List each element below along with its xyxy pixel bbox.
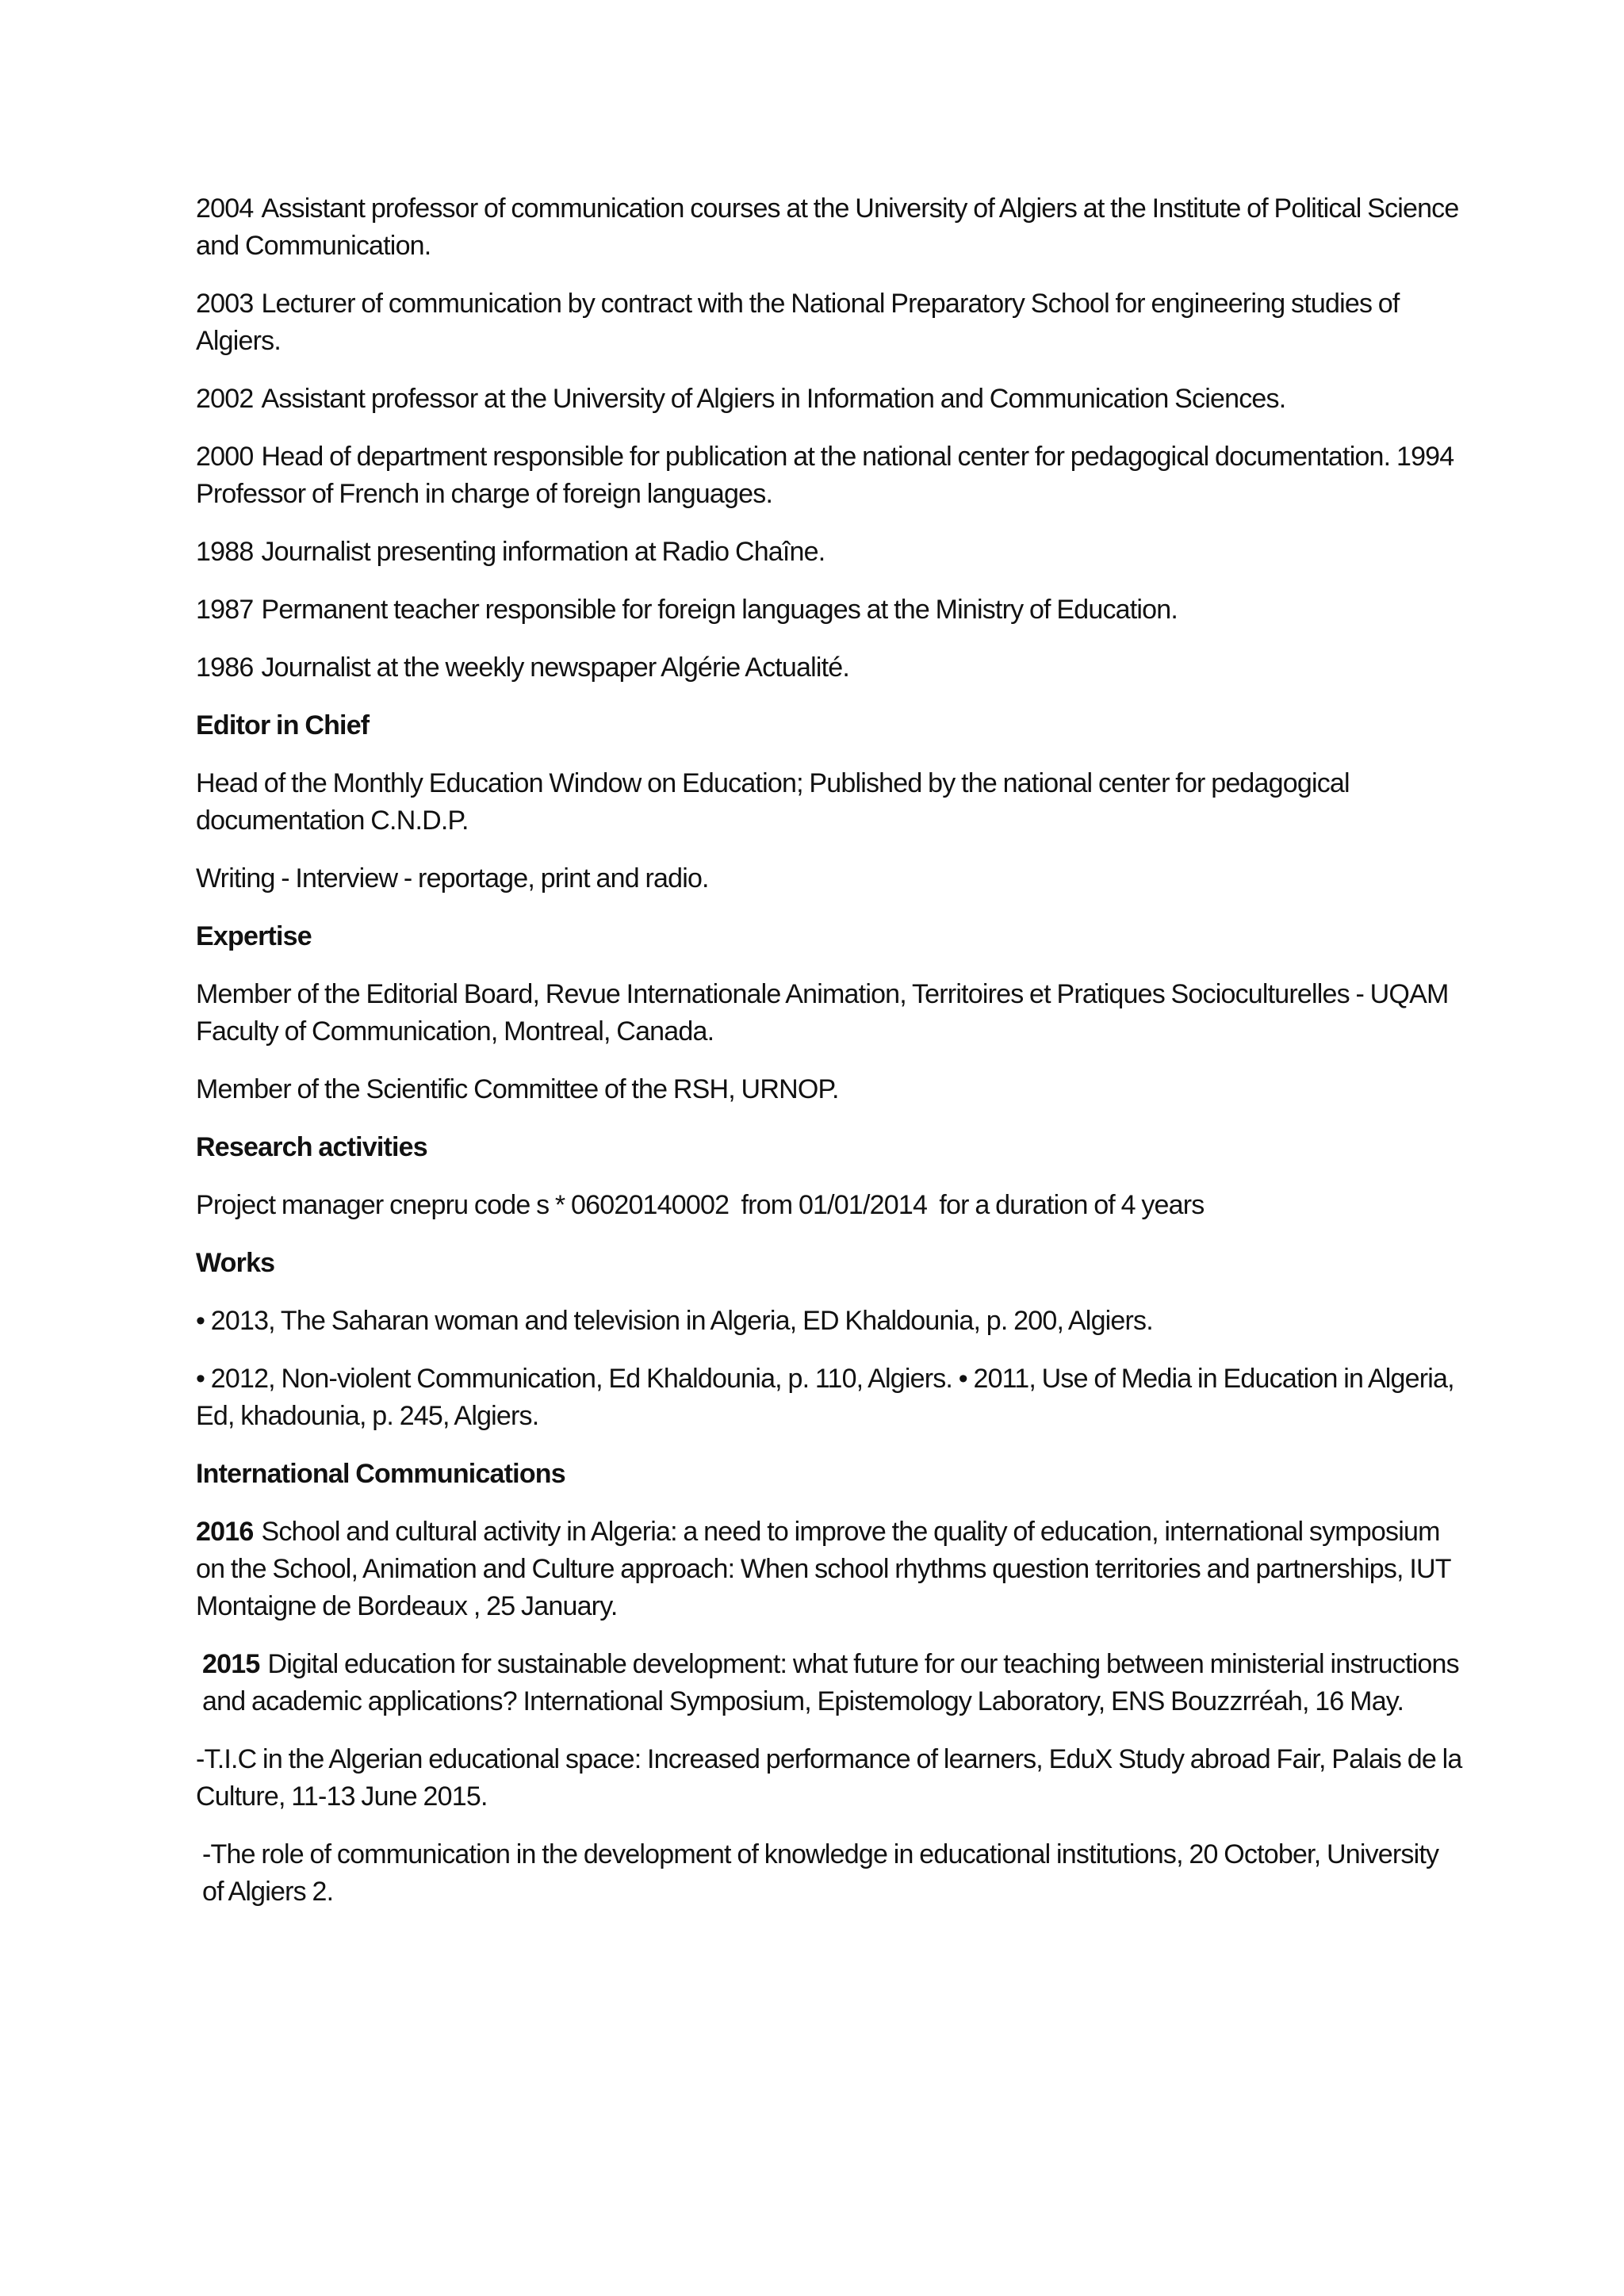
career-entry-2000 (196, 438, 1465, 513)
career-text: Assistant professor of communication courses at the University of Algiers at the Institute of Political Science and Communication. (196, 193, 1459, 261)
career-entry-1987 (196, 591, 1465, 629)
international-text: School and cultural activity in Algeria: a need to improve the quality of education, international symposium on the School, Animation and Culture approach: When school rhythms question territories and partnerships, IUT Montaigne de Bordeaux , 25 January. (196, 1517, 1451, 1621)
document-body (196, 190, 1465, 1931)
career-entry-2002 (196, 381, 1465, 418)
international-entry-2015 (196, 1646, 1465, 1720)
career-year: 2000 (196, 442, 254, 472)
career-year: 1986 (196, 652, 254, 683)
career-year: 1988 (196, 537, 254, 567)
works-heading: Works (196, 1248, 275, 1278)
international-heading: International Communications (196, 1459, 565, 1489)
career-year: 2002 (196, 384, 254, 414)
expertise-paragraph: Member of the Editorial Board, Revue Internationale Animation, Territoires et Pratiques Socioculturelles - UQAM Faculty of Communication, Montreal, Canada. (196, 979, 1449, 1047)
international-extra: -The role of communication in the development of knowledge in educational institutions, 20 October, University of Algiers 2. (202, 1839, 1439, 1907)
research-paragraph: Project manager cnepru code s * 06020140002 from 01/01/2014 for a duration of 4 years (196, 1190, 1205, 1220)
international-year: 2016 (196, 1517, 254, 1547)
career-year: 2004 (196, 193, 254, 224)
expertise-heading: Expertise (196, 921, 312, 951)
works-item: • 2013, The Saharan woman and television in Algeria, ED Khaldounia, p. 200, Algiers. (196, 1306, 1153, 1336)
editor-paragraph: Writing - Interview - reportage, print and radio. (196, 863, 709, 894)
career-entry-2004 (196, 190, 1465, 265)
career-text: Lecturer of communication by contract with the National Preparatory School for engineering studies of Algiers. (196, 289, 1400, 356)
international-year: 2015 (202, 1649, 260, 1679)
career-text: Head of department responsible for publication at the national center for pedagogical documentation. 1994 Professor of French in charge of foreign languages. (196, 442, 1454, 509)
career-text: Assistant professor at the University of Algiers in Information and Communication Sciences. (261, 384, 1286, 414)
international-text: Digital education for sustainable development: what future for our teaching between ministerial instructions and academic applications? International Symposium, Epistemology Laboratory, ENS Bouzzrréah, 16 May. (202, 1649, 1459, 1716)
international-extra: -T.I.C in the Algerian educational space: Increased performance of learners, EduX Study abroad Fair, Palais de la Culture, 11-13 June 2015. (196, 1744, 1462, 1812)
career-year: 1987 (196, 595, 254, 625)
international-entry-2016 (196, 1513, 1465, 1625)
career-text: Journalist at the weekly newspaper Algérie Actualité. (261, 652, 850, 683)
career-entry-1986 (196, 649, 1465, 687)
career-text: Journalist presenting information at Radio Chaîne. (261, 537, 825, 567)
career-year: 2003 (196, 289, 254, 319)
expertise-paragraph: Member of the Scientific Committee of the RSH, URNOP. (196, 1074, 839, 1104)
research-heading: Research activities (196, 1132, 427, 1162)
editor-paragraph: Head of the Monthly Education Window on Education; Published by the national center for pedagogical documentation C.N.D.P. (196, 768, 1350, 836)
editor-heading: Editor in Chief (196, 710, 370, 740)
career-text: Permanent teacher responsible for foreign languages at the Ministry of Education. (261, 595, 1178, 625)
works-item: • 2012, Non-violent Communication, Ed Khaldounia, p. 110, Algiers. • 2011, Use of Media in Education in Algeria, Ed, khadounia, p. 245, Algiers. (196, 1364, 1454, 1431)
career-entry-1988 (196, 534, 1465, 571)
career-entry-2003 (196, 285, 1465, 360)
